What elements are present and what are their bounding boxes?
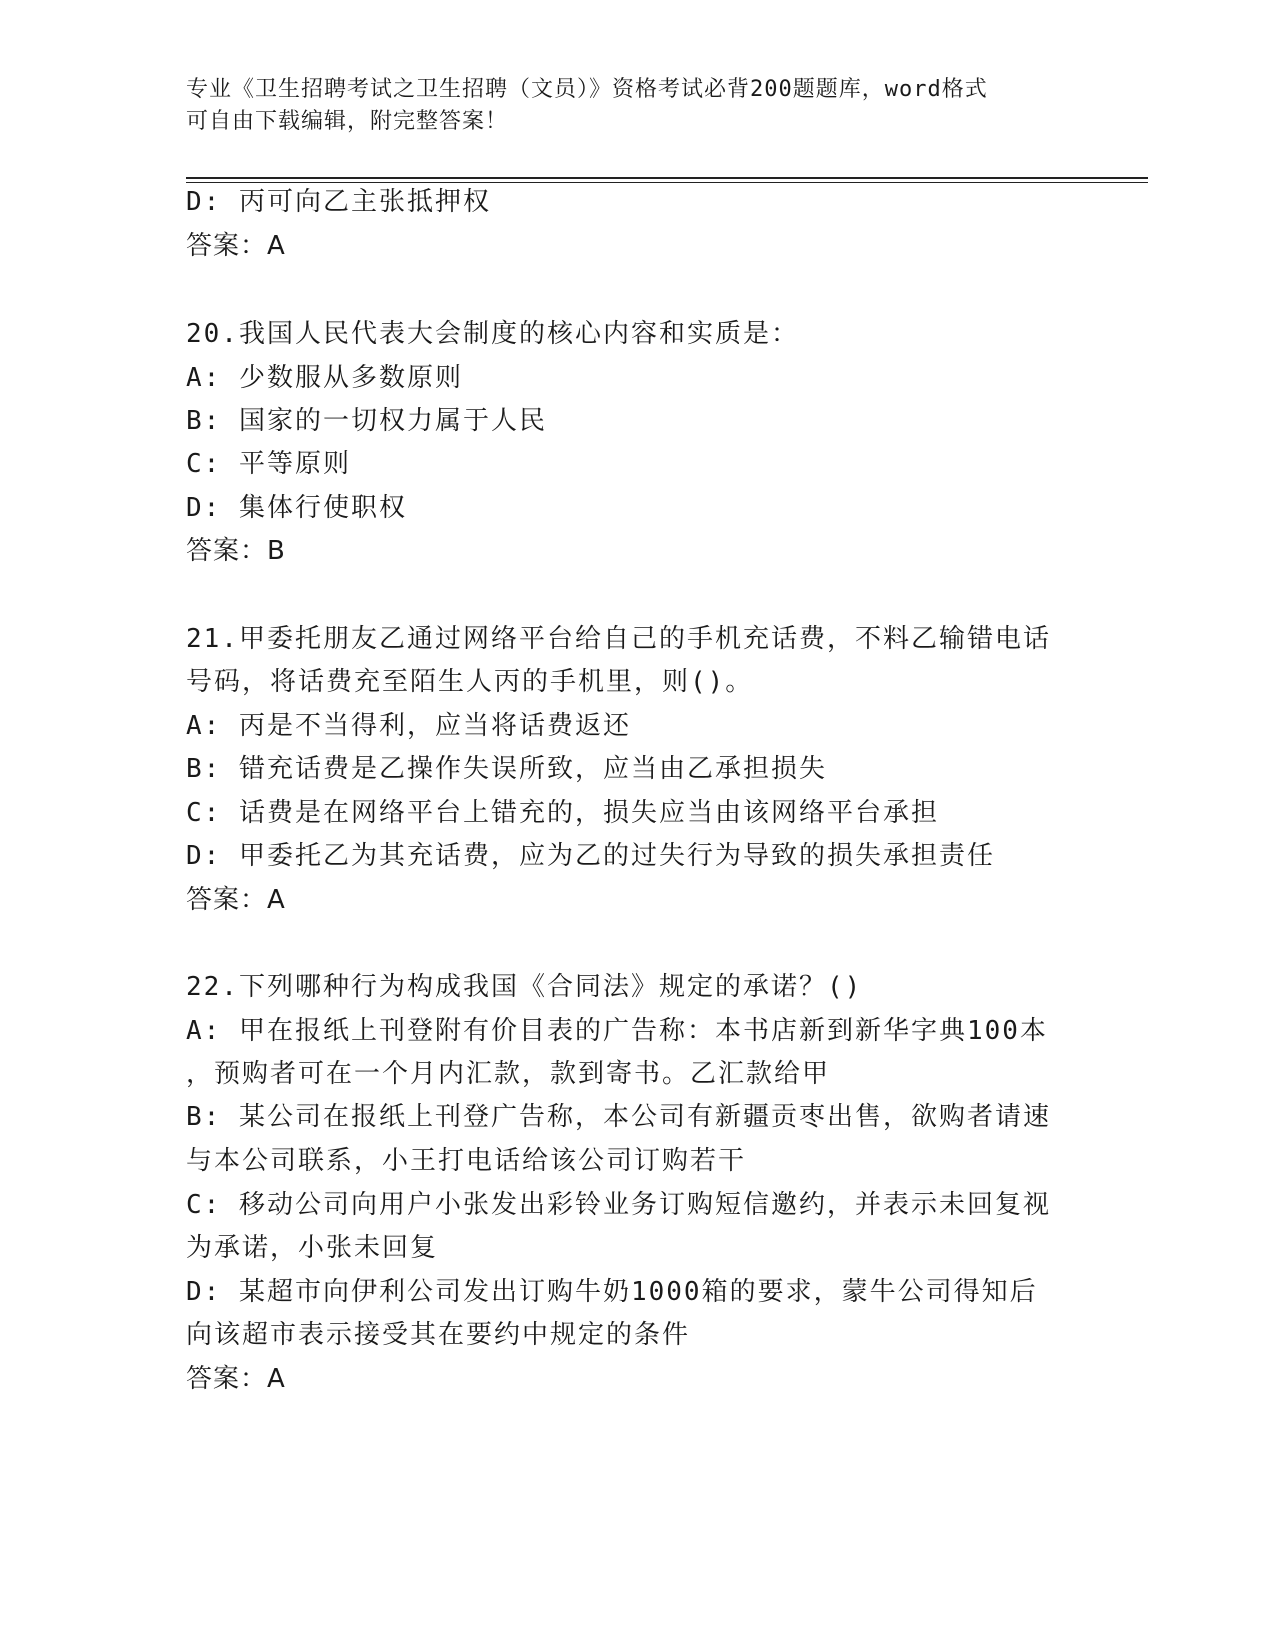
q21-option-a: A: 丙是不当得利，应当将话费返还 <box>186 711 631 741</box>
q20-stem: 20.我国人民代表大会制度的核心内容和实质是： <box>186 319 799 349</box>
header-divider-thick <box>186 177 1148 179</box>
q22-option-a-line-2: ，预购者可在一个月内汇款，款到寄书。乙汇款给甲 <box>186 1059 831 1089</box>
q22-option-d-line-1: D: 某超市向伊利公司发出订购牛奶1000箱的要求，蒙牛公司得知后 <box>186 1277 1038 1307</box>
q21-option-c: C: 话费是在网络平台上错充的，损失应当由该网络平台承担 <box>186 798 939 828</box>
q22-option-b-line-2: 与本公司联系，小王打电话给该公司订购若干 <box>186 1146 747 1176</box>
prev-question-answer: 答案：A <box>186 231 286 261</box>
q21-answer: 答案：A <box>186 885 286 915</box>
q21-stem-line-2: 号码，将话费充至陌生人丙的手机里，则()。 <box>186 667 754 697</box>
q20-option-b: B: 国家的一切权力属于人民 <box>186 406 547 436</box>
q20-option-d: D: 集体行使职权 <box>186 493 407 523</box>
q21-stem-line-1: 21.甲委托朋友乙通过网络平台给自己的手机充话费，不料乙输错电话 <box>186 624 1051 654</box>
q22-option-c-line-1: C: 移动公司向用户小张发出彩铃业务订购短信邀约，并表示未回复视 <box>186 1190 1051 1220</box>
q21-option-b: B: 错充话费是乙操作失误所致，应当由乙承担损失 <box>186 754 827 784</box>
prev-question-option-d: D: 丙可向乙主张抵押权 <box>186 187 491 217</box>
q21-option-d: D: 甲委托乙为其充话费，应为乙的过失行为导致的损失承担责任 <box>186 841 995 871</box>
q22-option-a-line-1: A: 甲在报纸上刊登附有价目表的广告称：本书店新到新华字典100本 <box>186 1016 1048 1046</box>
q22-answer: 答案：A <box>186 1364 286 1394</box>
q20-answer: 答案：B <box>186 536 286 566</box>
q22-stem: 22.下列哪种行为构成我国《合同法》规定的承诺？() <box>186 972 863 1002</box>
q20-option-c: C: 平等原则 <box>186 449 351 479</box>
q22-option-b-line-1: B: 某公司在报纸上刊登广告称，本公司有新疆贡枣出售，欲购者请速 <box>186 1102 1051 1132</box>
q22-option-c-line-2: 为承诺，小张未回复 <box>186 1233 439 1263</box>
header-title-line-2: 可自由下载编辑，附完整答案！ <box>186 109 509 134</box>
document-header <box>186 74 1086 138</box>
header-divider-thin <box>186 182 1148 183</box>
q22-option-d-line-2: 向该超市表示接受其在要约中规定的条件 <box>186 1320 691 1350</box>
q20-option-a: A: 少数服从多数原则 <box>186 363 463 393</box>
header-title-line-1: 专业《卫生招聘考试之卫生招聘（文员）》资格考试必背200题题库，word格式 <box>186 77 988 102</box>
